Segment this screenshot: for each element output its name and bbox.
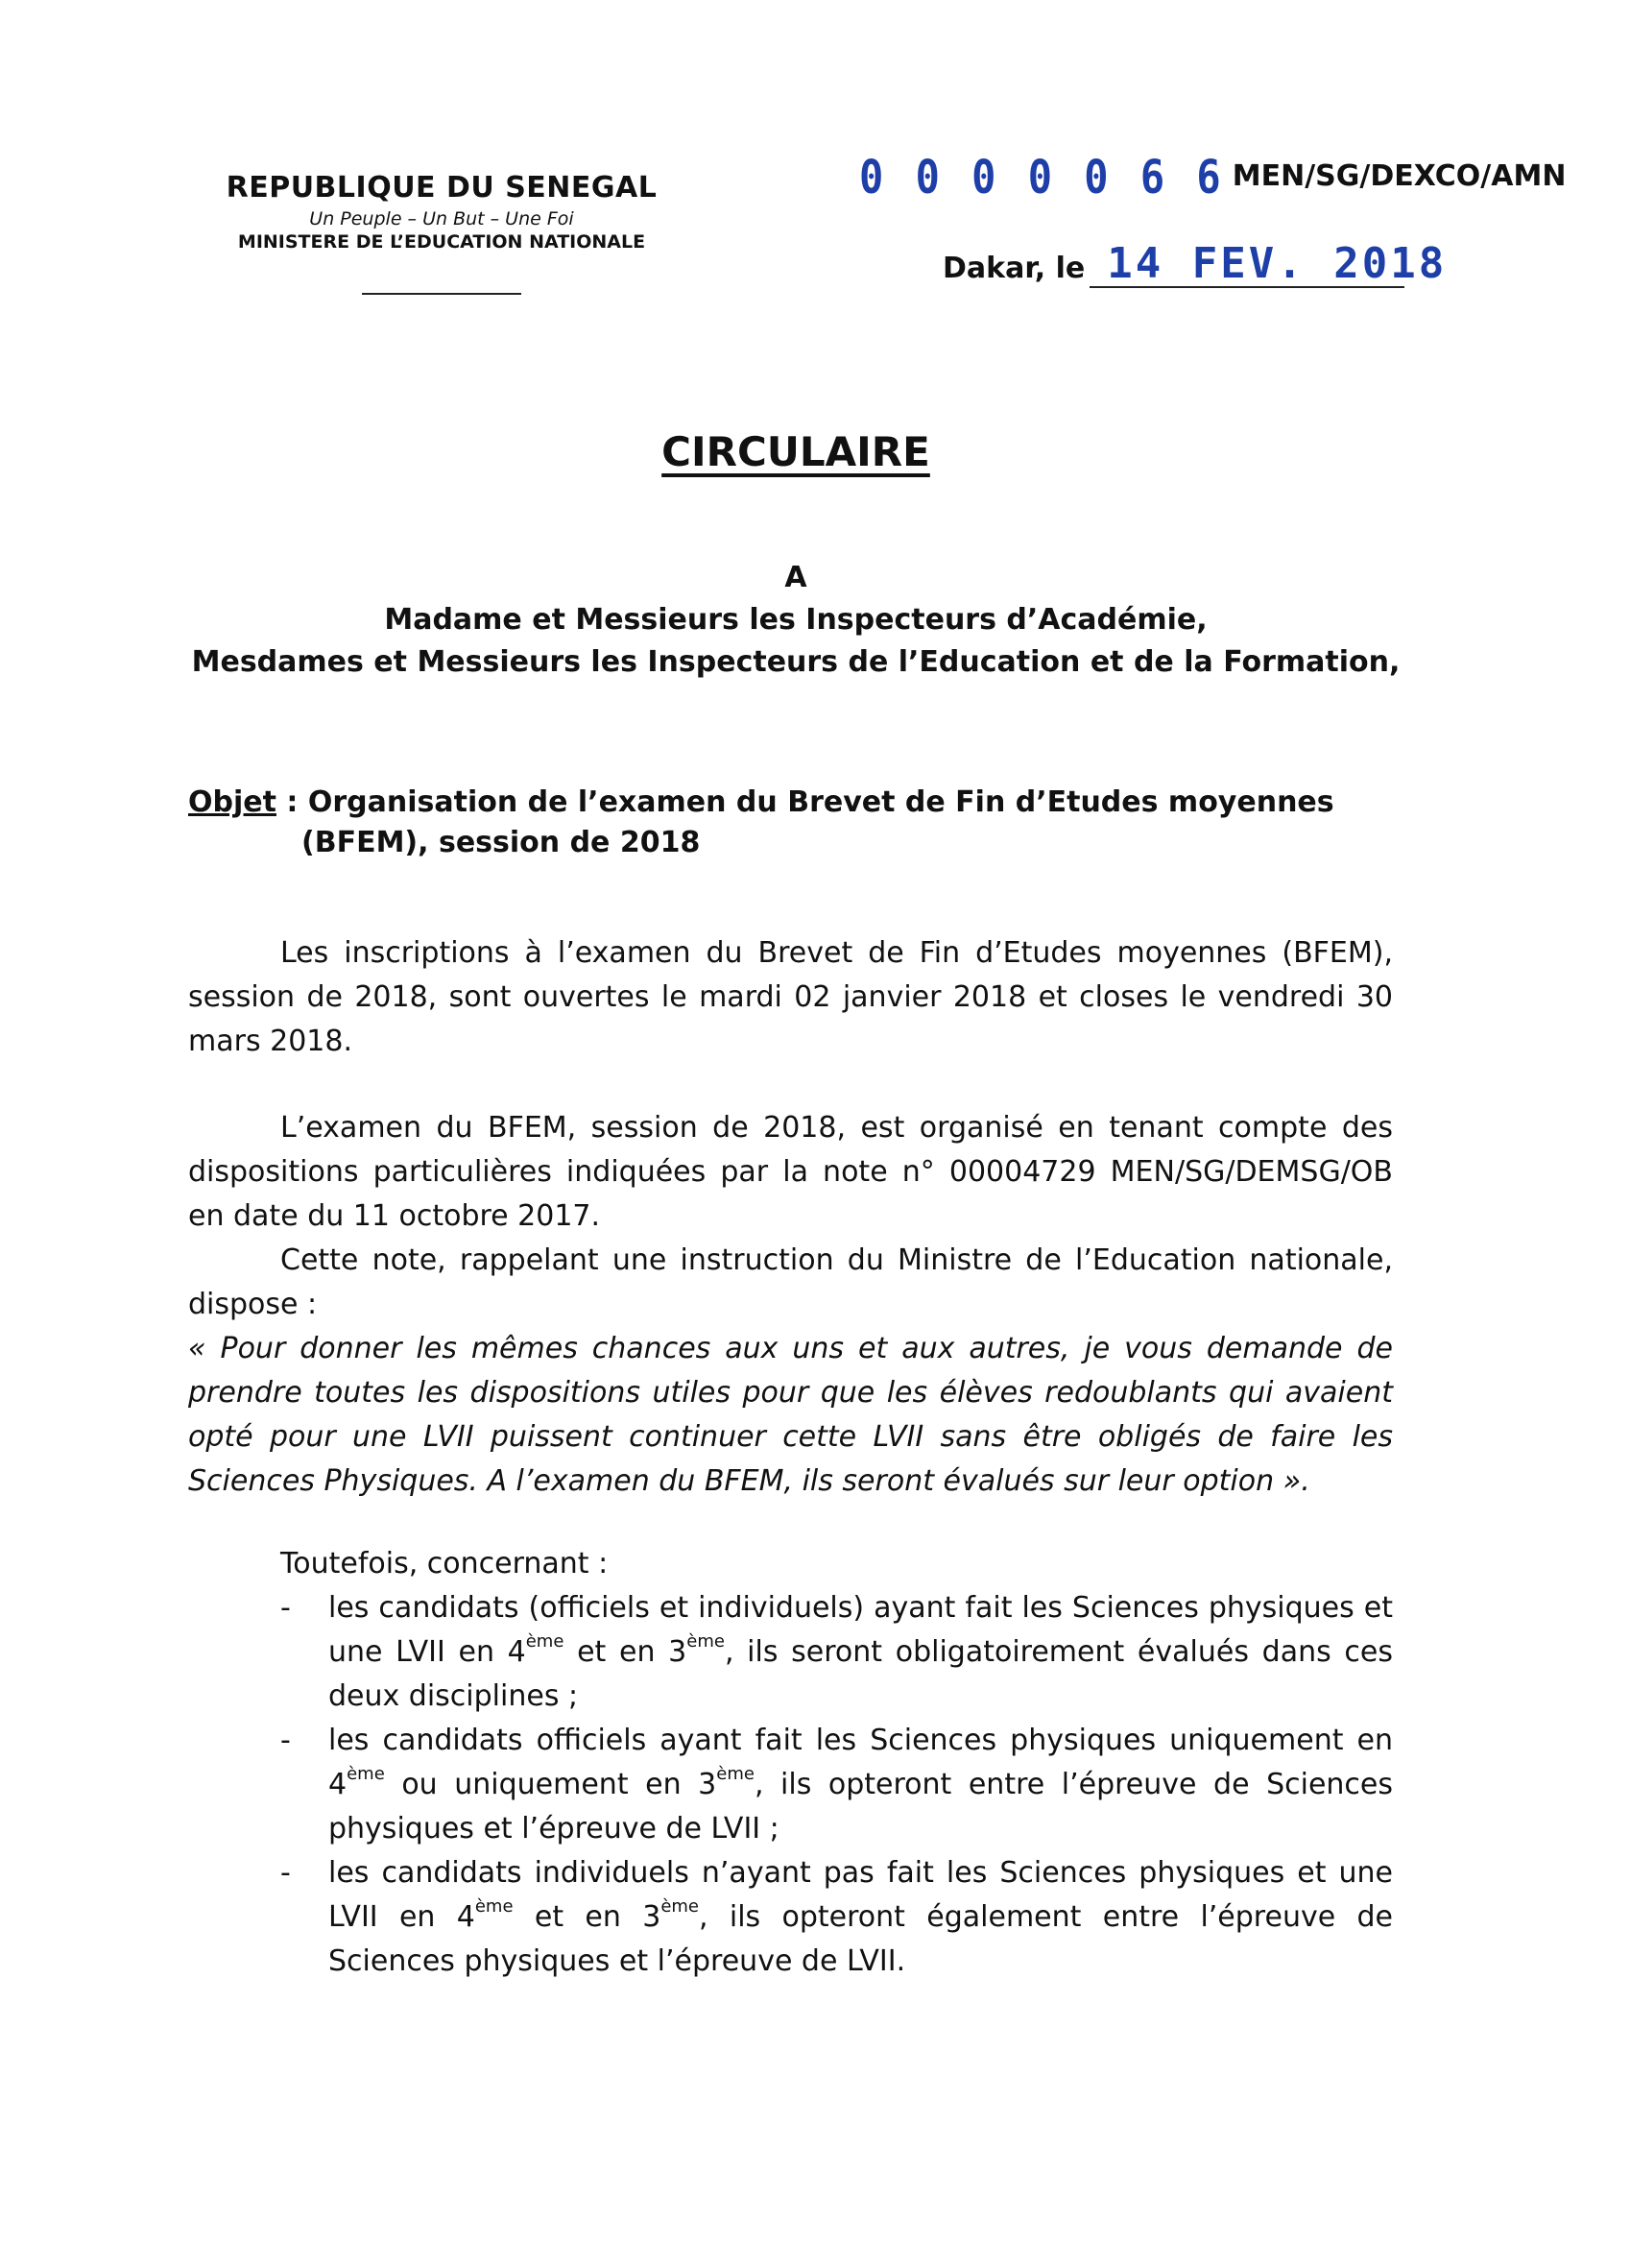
reference-number-stamp: 0 0 0 0 0 6 6 — [859, 150, 1225, 205]
bullet-dash: - — [280, 1856, 291, 1890]
dateline — [943, 239, 1448, 288]
subject-line-1: Organisation de l’examen du Brevet de Fin d’Etudes moyennes — [307, 785, 1334, 819]
paragraph-inscriptions — [188, 931, 1393, 1064]
paragraph-3: Cette note, rappelant une instruction du Ministre de l’Education nationale, dispose : — [188, 1243, 1393, 1321]
addressees-block — [0, 557, 1592, 684]
addressees-line-2: Mesdames et Messieurs les Inspecteurs de l’Education et de la Formation, — [191, 645, 1401, 679]
subject-block — [188, 783, 1398, 863]
ministry-name: MINISTERE DE L’EDUCATION NATIONALE — [237, 231, 646, 253]
bullet-dash: - — [280, 1591, 291, 1625]
addressees-line-1: Madame et Messieurs les Inspecteurs d’Académie, — [384, 603, 1208, 637]
reference-service-code: MEN/SG/DEXCO/AMN — [1232, 159, 1567, 193]
dateline-prefix: Dakar, le — [943, 252, 1086, 285]
subject-label: Objet — [188, 785, 276, 819]
body-conditions — [188, 1542, 1393, 1984]
letterhead — [173, 171, 710, 295]
body-main — [188, 1106, 1393, 1504]
paragraph-2: L’examen du BFEM, session de 2018, est organisé en tenant compte des dispositions particulières indiquées par la note n° 00004729 MEN/SG/DEMSG/OB en date du 11 octobre 2017. — [188, 1111, 1393, 1233]
country-name: REPUBLIQUE DU SENEGAL — [226, 171, 658, 205]
conditions-list — [188, 1586, 1393, 1984]
list-item: - les candidats (officiels et individuels) ayant fait les Sciences physiques et une LVII en 4ème et en 3ème, ils seront obligatoirement évalués dans ces deux disciplines ; — [188, 1586, 1393, 1719]
subject-line-2: (BFEM), session de 2018 — [301, 826, 701, 859]
letterhead-divider — [362, 293, 521, 295]
list-item: - les candidats officiels ayant fait les Sciences physiques uniquement en 4ème ou uniquement en 3ème, ils opteront entre l’épreuve de Sciences physiques et l’épreuve de LVII ; — [188, 1719, 1393, 1851]
document-title: CIRCULAIRE — [661, 428, 930, 475]
date-stamp: 14 FEV. 2018 — [1090, 242, 1404, 288]
reference-line — [859, 150, 1567, 205]
bullet-dash: - — [280, 1724, 291, 1757]
subject-separator: : — [276, 785, 308, 819]
quoted-instruction: « Pour donner les mêmes chances aux uns et aux autres, je vous demande de prendre toutes les dispositions utiles pour que les élèves redoublants qui avaient opté pour une LVII puissent continuer cette LVII sans être obligés de faire les Sciences Physiques. A l’examen du BFEM, ils seront évalués sur leur option ». — [188, 1332, 1393, 1498]
paragraph-1: Les inscriptions à l’examen du Brevet de Fin d’Etudes moyennes (BFEM), session de 2018, sont ouvertes le mardi 02 janvier 2018 et closes le vendredi 30 mars 2018. — [188, 936, 1393, 1058]
national-motto: Un Peuple – Un But – Une Foi — [309, 208, 574, 229]
list-item: - les candidats individuels n’ayant pas fait les Sciences physiques et une LVII en 4ème et en 3ème, ils opteront également entre l’épreuve de Sciences physiques et l’épreuve de LVII. — [188, 1851, 1393, 1984]
addressees-a: A — [784, 561, 807, 594]
paragraph-4: Toutefois, concernant : — [280, 1547, 609, 1580]
